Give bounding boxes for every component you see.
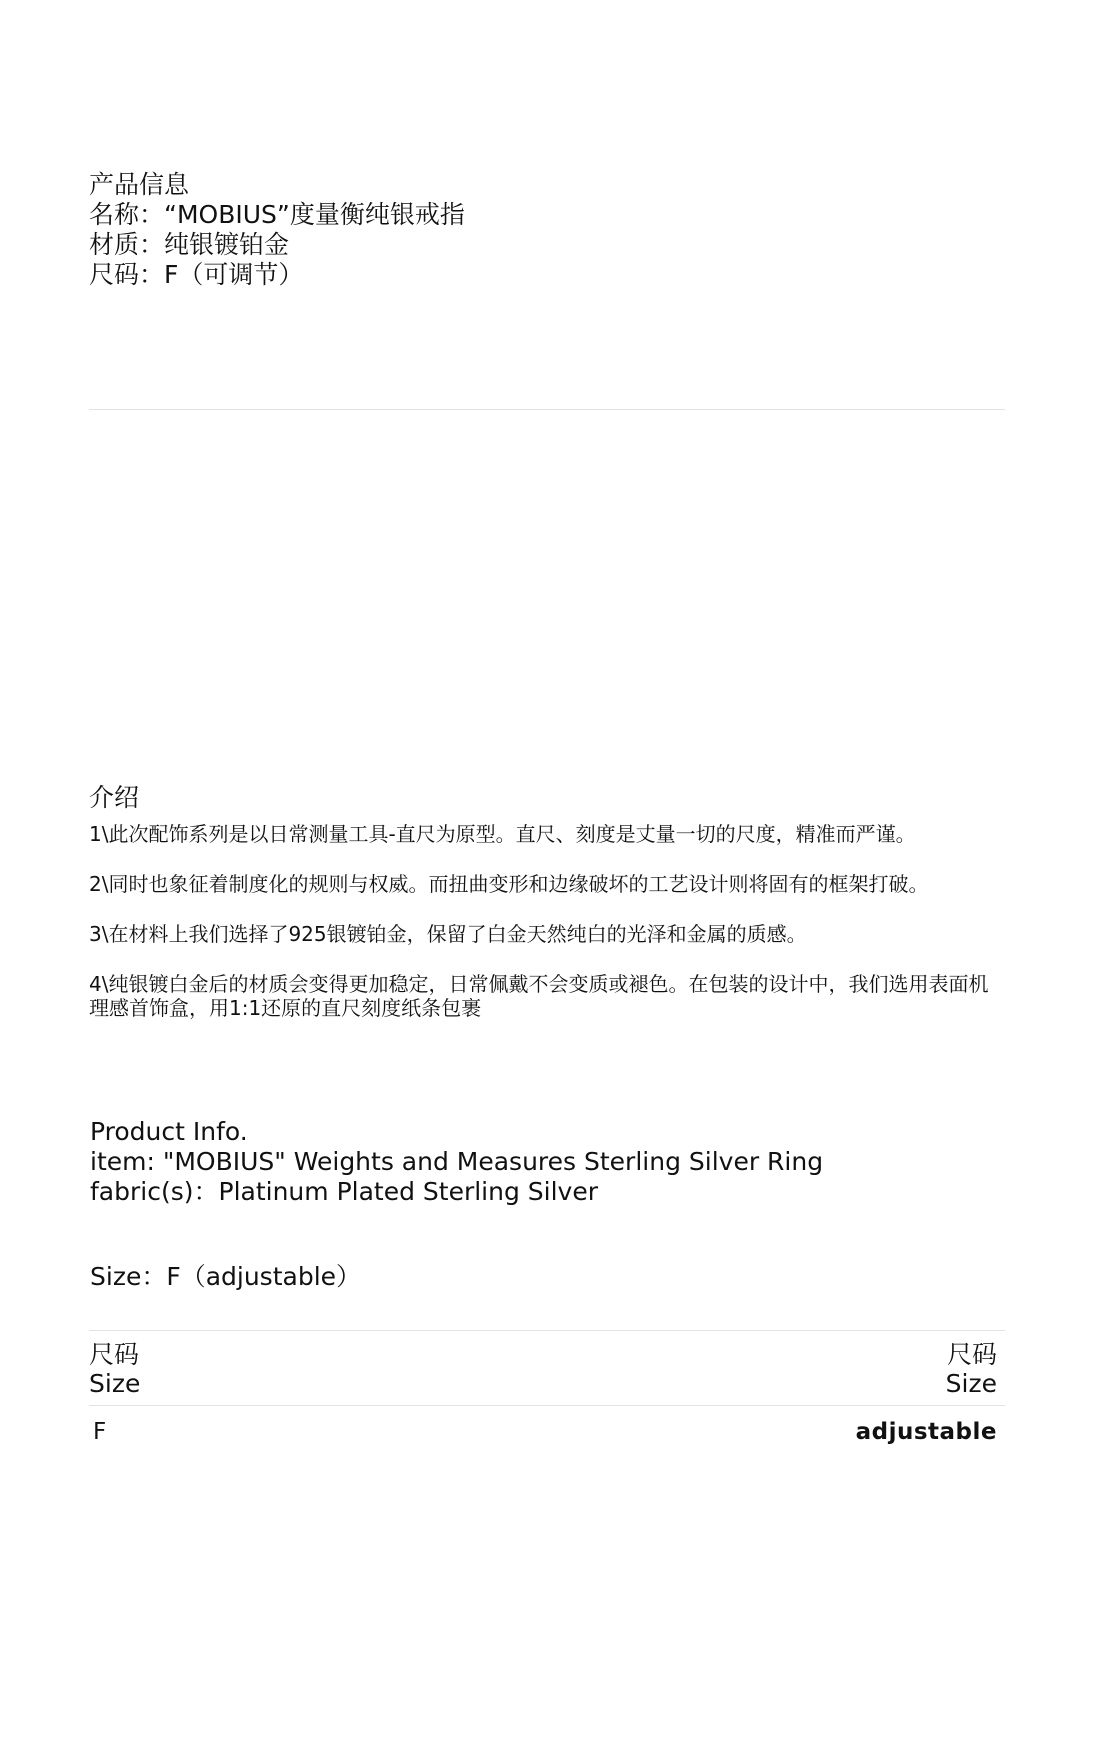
product-info-cn [89,170,465,290]
fit-value: adjustable [855,1419,997,1445]
header-en: Size [945,1369,997,1398]
product-size: 尺码：F（可调节） [89,260,304,289]
intro-title: 介绍 [89,783,140,812]
size-table [89,1330,1005,1446]
intro-paragraph-1: 1\此次配饰系列是以日常测量工具-直尺为原型。直尺、刻度是丈量一切的尺度，精准而严谨。 [89,822,916,846]
product-name: 名称：“MOBIUS”度量衡纯银戒指 [89,200,465,229]
intro-paragraph-2: 2\同时也象征着制度化的规则与权威。而扭曲变形和边缘破坏的工艺设计则将固有的框架打破。 [89,872,929,896]
product-size-en: Size：F（adjustable） [90,1262,362,1291]
intro-paragraph-3: 3\在材料上我们选择了925银镀铂金，保留了白金天然纯白的光泽和金属的质感。 [89,922,807,946]
header-cn: 尺码 [946,1340,997,1369]
product-material: 材质：纯银镀铂金 [89,230,290,259]
size-value: F [93,1419,107,1445]
header-cn: 尺码 [89,1340,140,1369]
product-fabric-en: fabric(s)：Platinum Plated Sterling Silver [90,1177,599,1206]
product-item-en: item: "MOBIUS" Weights and Measures Sterling Silver Ring [90,1147,824,1176]
header-en: Size [89,1369,141,1398]
header-cell-right [946,1340,997,1398]
size-table-header [89,1330,1005,1405]
section-divider [89,409,1005,410]
product-info-en [90,1117,823,1207]
product-info-heading-en: Product Info. [90,1117,248,1146]
intro-paragraph-4: 4\纯银镀白金后的材质会变得更加稳定，日常佩戴不会变质或褪色。在包装的设计中，我们选用表面机理感首饰盒，用1:1还原的直尺刻度纸条包裹 [89,972,989,1020]
product-info-heading: 产品信息 [89,170,190,199]
table-row [89,1405,1005,1446]
header-cell-left [89,1340,140,1398]
